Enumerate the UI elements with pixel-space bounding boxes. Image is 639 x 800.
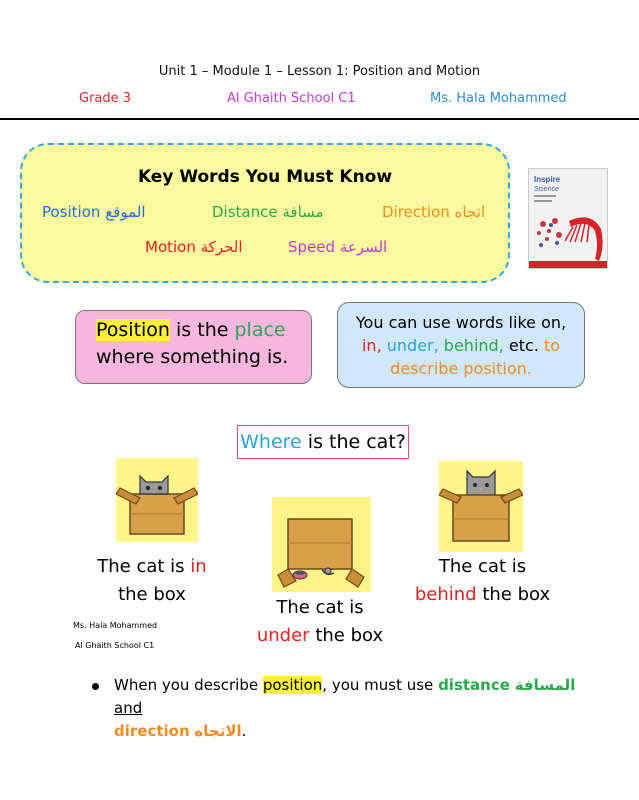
caption-in [88, 553, 216, 609]
cat-in-box-image [116, 458, 198, 542]
keyword-distance [212, 203, 324, 221]
credit-school: Al Ghaith School C1 [75, 641, 155, 650]
keyword-position [42, 203, 146, 221]
keyword-en: Motion [145, 238, 196, 256]
cat-under-box-illustration [272, 497, 371, 592]
note-position: position [262, 676, 323, 694]
page-title: Unit 1 – Module 1 – Lesson 1: Position and Motion [158, 64, 481, 79]
book-brand: Inspire [534, 175, 561, 184]
cat-behind-box-illustration [439, 461, 523, 552]
keyword-en: Distance [212, 203, 278, 221]
keyword-ar: اتجاه [454, 203, 486, 221]
caption-text: the box [118, 584, 186, 605]
caption-text: The cat is [438, 556, 527, 577]
note-direction: direction [114, 722, 190, 740]
word-to: to [543, 336, 561, 355]
keyword-en: Direction [382, 203, 450, 221]
note-text: . [241, 722, 247, 740]
word-etc: etc. [508, 336, 539, 355]
position-words-box [337, 302, 585, 388]
cat-behind-box-image [439, 461, 523, 552]
school-label: Al Ghaith School C1 [227, 91, 356, 106]
word-under: under, [386, 336, 439, 355]
caption-under [256, 594, 384, 650]
caption-text: the box [482, 584, 551, 605]
question-where: Where [240, 431, 302, 453]
word-in: in, [361, 336, 382, 355]
question-box [237, 425, 409, 459]
question-rest: is the cat? [307, 431, 406, 453]
keyword-ar: مسافة [282, 203, 324, 221]
cat-under-box-image [272, 497, 371, 592]
keyword-ar: الحركة [200, 238, 243, 256]
definition-text: where something is. [96, 346, 289, 368]
keyword-ar: السرعة [339, 238, 388, 256]
note-distance-ar: المسافة [514, 676, 576, 694]
keyword-speed [288, 238, 387, 256]
caption-keyword: in [190, 556, 207, 577]
place-word: place [234, 319, 286, 341]
position-definition-box [75, 310, 312, 384]
note-text: When you describe [114, 676, 259, 694]
caption-text: the box [315, 625, 384, 646]
note-distance: distance [438, 676, 510, 694]
keyword-ar: الموقع [105, 203, 146, 221]
note-and: and [114, 699, 143, 717]
keyword-en: Speed [288, 238, 336, 256]
definition-text: is the [176, 319, 229, 341]
credit-name: Ms. Hala Mohammed [73, 621, 158, 630]
key-words-title: Key Words You Must Know [137, 167, 393, 187]
keyword-motion [145, 238, 243, 256]
note-text: , you must use [322, 676, 434, 694]
caption-keyword: behind [414, 584, 477, 605]
keyword-direction [382, 203, 485, 221]
keyword-en: Position [42, 203, 101, 221]
word-behind: behind, [443, 336, 504, 355]
position-word: Position [96, 319, 170, 341]
caption-keyword: under [256, 625, 310, 646]
key-words-box [20, 143, 510, 283]
textbook-illustration [529, 169, 607, 268]
caption-behind [405, 553, 560, 609]
bullet-dot [92, 683, 99, 690]
note-direction-ar: الاتجاه [194, 722, 242, 740]
caption-text: The cat is [97, 556, 185, 577]
grade-label: Grade 3 [79, 91, 132, 106]
bullet-note [114, 674, 584, 743]
cat-in-box-illustration [116, 458, 198, 542]
caption-text: The cat is [276, 597, 364, 618]
header-divider [0, 118, 639, 120]
describe-position-text: describe position. [390, 359, 532, 378]
textbook-cover-image [528, 168, 608, 269]
teacher-label: Ms. Hala Mohammed [430, 91, 567, 106]
use-words-text: You can use words like on, [355, 313, 567, 332]
book-subject: Science [534, 186, 559, 193]
